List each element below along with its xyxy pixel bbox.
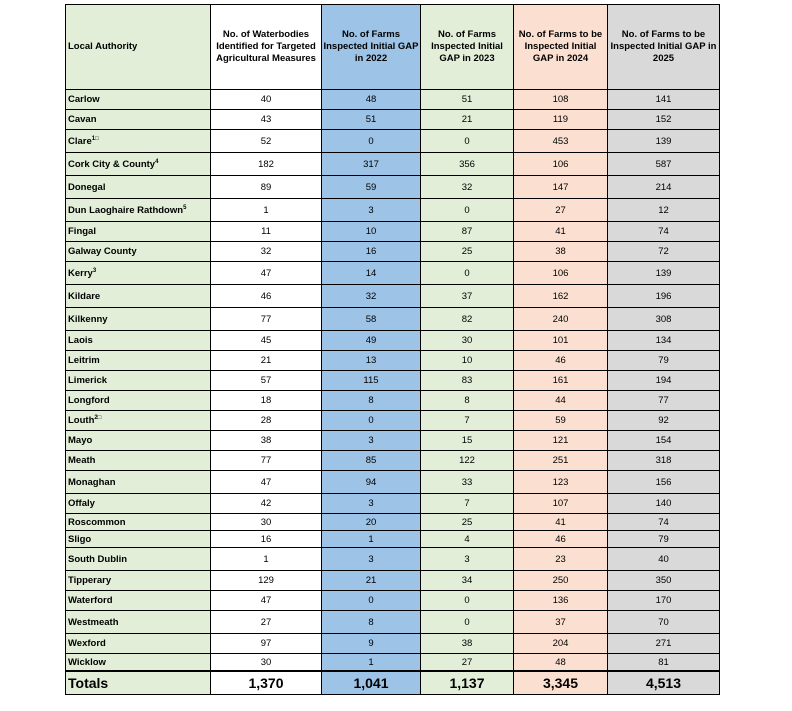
waterbodies-cell: 21 [211, 351, 322, 371]
authority-name: Meath [68, 455, 96, 466]
authority-name: Wexford [68, 638, 106, 649]
farms-2023-cell: 15 [421, 431, 514, 451]
inspection-table [65, 4, 720, 695]
authority-name: Galway County [68, 246, 137, 257]
farms-2024-cell: 106 [514, 262, 608, 285]
waterbodies-cell: 30 [211, 514, 322, 531]
inspection-table-container [65, 4, 719, 695]
farms-2022-cell: 49 [322, 331, 421, 351]
authority-cell [66, 611, 211, 634]
authority-cell [66, 571, 211, 591]
farms-2024-cell: 101 [514, 331, 608, 351]
authority-name: Louth [68, 415, 95, 426]
authority-name: Offaly [68, 498, 95, 509]
farms-2023-cell: 34 [421, 571, 514, 591]
table-row [66, 331, 720, 351]
farms-2023-cell: 32 [421, 176, 514, 199]
authority-name: Kerry [68, 267, 93, 279]
waterbodies-cell: 46 [211, 285, 322, 308]
farms-2023-cell: 27 [421, 654, 514, 672]
farms-2022-cell: 8 [322, 391, 421, 411]
authority-name: Laois [68, 335, 93, 346]
farms-2025-cell: 72 [608, 242, 720, 262]
authority-cell [66, 391, 211, 411]
farms-2024-cell: 136 [514, 591, 608, 611]
waterbodies-cell: 52 [211, 130, 322, 153]
farms-2022-cell: 13 [322, 351, 421, 371]
waterbodies-cell: 1 [211, 548, 322, 571]
authority-cell [66, 451, 211, 471]
farms-2023-cell: 21 [421, 110, 514, 130]
footnote-marker: 2□ [94, 414, 102, 421]
farms-2024-cell: 27 [514, 199, 608, 222]
table-row [66, 153, 720, 176]
authority-name: Dun Laoghaire Rathdown [68, 204, 184, 216]
farms-2023-cell: 3 [421, 548, 514, 571]
waterbodies-cell: 1 [211, 199, 322, 222]
waterbodies-cell: 11 [211, 222, 322, 242]
authority-cell [66, 308, 211, 331]
authority-name: Mayo [68, 435, 93, 446]
header-waterbodies: No. of Waterbodies Identified for Targeted Agricultural Measures [211, 5, 322, 90]
authority-cell [66, 153, 211, 176]
footnote-marker: 4 [155, 158, 159, 165]
farms-2022-cell: 59 [322, 176, 421, 199]
farms-2024-cell: 46 [514, 531, 608, 548]
farms-2023-cell: 122 [421, 451, 514, 471]
farms-2022-cell: 32 [322, 285, 421, 308]
farms-2022-cell: 58 [322, 308, 421, 331]
farms-2022-cell: 21 [322, 571, 421, 591]
authority-name: Sligo [68, 533, 92, 545]
authority-cell [66, 471, 211, 494]
table-row [66, 514, 720, 531]
table-row [66, 242, 720, 262]
waterbodies-cell: 89 [211, 176, 322, 199]
farms-2024-cell: 106 [514, 153, 608, 176]
authority-cell [66, 110, 211, 130]
farms-2022-cell: 85 [322, 451, 421, 471]
farms-2022-cell: 0 [322, 130, 421, 153]
table-row [66, 308, 720, 331]
authority-cell [66, 494, 211, 514]
farms-2023-cell: 38 [421, 634, 514, 654]
authority-name: Fingal [68, 226, 96, 237]
farms-2022-cell: 20 [322, 514, 421, 531]
farms-2023-cell: 0 [421, 611, 514, 634]
table-row [66, 90, 720, 110]
farms-2025-cell: 40 [608, 548, 720, 571]
table-row [66, 611, 720, 634]
authority-name: Westmeath [68, 616, 119, 628]
farms-2024-cell: 44 [514, 391, 608, 411]
farms-2022-cell: 94 [322, 471, 421, 494]
farms-2025-cell: 92 [608, 411, 720, 431]
waterbodies-cell: 18 [211, 391, 322, 411]
waterbodies-cell: 43 [211, 110, 322, 130]
farms-2025-cell: 156 [608, 471, 720, 494]
farms-2023-cell: 10 [421, 351, 514, 371]
footnote-marker: 3 [92, 267, 97, 274]
farms-2024-cell: 59 [514, 411, 608, 431]
authority-cell [66, 130, 211, 153]
header-farms-2023: No. of Farms Inspected Initial GAP in 2023 [421, 5, 514, 90]
authority-cell [66, 199, 211, 222]
authority-name: Carlow [68, 94, 100, 105]
authority-name: Cavan [68, 114, 97, 125]
authority-cell [66, 90, 211, 110]
farms-2024-cell: 123 [514, 471, 608, 494]
farms-2025-cell: 170 [608, 591, 720, 611]
table-row [66, 199, 720, 222]
authority-cell [66, 176, 211, 199]
authority-name: Kildare [68, 290, 101, 302]
farms-2024-cell: 240 [514, 308, 608, 331]
farms-2024-cell: 23 [514, 548, 608, 571]
waterbodies-cell: 38 [211, 431, 322, 451]
farms-2024-cell: 37 [514, 611, 608, 634]
farms-2025-cell: 587 [608, 153, 720, 176]
farms-2023-cell: 33 [421, 471, 514, 494]
farms-2024-cell: 250 [514, 571, 608, 591]
authority-name: Tipperary [68, 575, 112, 586]
authority-cell [66, 222, 211, 242]
table-row [66, 494, 720, 514]
table-row [66, 130, 720, 153]
farms-2023-cell: 0 [421, 130, 514, 153]
footnote-marker: 5 [183, 204, 187, 211]
farms-2023-cell: 7 [421, 411, 514, 431]
farms-2023-cell: 356 [421, 153, 514, 176]
authority-cell [66, 242, 211, 262]
farms-2023-cell: 25 [421, 514, 514, 531]
authority-cell [66, 371, 211, 391]
farms-2022-cell: 9 [322, 634, 421, 654]
authority-cell [66, 262, 211, 285]
farms-2022-cell: 3 [322, 199, 421, 222]
farms-2022-cell: 8 [322, 611, 421, 634]
farms-2023-cell: 8 [421, 391, 514, 411]
farms-2025-cell: 196 [608, 285, 720, 308]
farms-2022-cell: 317 [322, 153, 421, 176]
waterbodies-cell: 77 [211, 308, 322, 331]
farms-2022-cell: 48 [322, 90, 421, 110]
authority-cell [66, 514, 211, 531]
farms-2025-cell: 79 [608, 351, 720, 371]
header-local-authority: Local Authority [66, 5, 211, 90]
farms-2025-cell: 70 [608, 611, 720, 634]
footnote-marker: 1□ [91, 135, 99, 142]
farms-2023-cell: 87 [421, 222, 514, 242]
farms-2024-cell: 453 [514, 130, 608, 153]
authority-name: Wicklow [68, 656, 106, 668]
table-row [66, 654, 720, 672]
farms-2022-cell: 16 [322, 242, 421, 262]
waterbodies-cell: 30 [211, 654, 322, 672]
farms-2025-cell: 141 [608, 90, 720, 110]
farms-2024-cell: 46 [514, 351, 608, 371]
farms-2023-cell: 82 [421, 308, 514, 331]
authority-cell [66, 548, 211, 571]
waterbodies-cell: 28 [211, 411, 322, 431]
waterbodies-cell: 47 [211, 591, 322, 611]
totals-2024: 3,345 [514, 671, 608, 695]
farms-2025-cell: 81 [608, 654, 720, 672]
totals-2025: 4,513 [608, 671, 720, 695]
authority-cell [66, 634, 211, 654]
authority-cell [66, 431, 211, 451]
authority-cell [66, 411, 211, 431]
authority-cell [66, 591, 211, 611]
farms-2022-cell: 3 [322, 548, 421, 571]
farms-2023-cell: 51 [421, 90, 514, 110]
waterbodies-cell: 129 [211, 571, 322, 591]
waterbodies-cell: 45 [211, 331, 322, 351]
authority-name: Waterford [68, 595, 113, 606]
farms-2022-cell: 10 [322, 222, 421, 242]
waterbodies-cell: 16 [211, 531, 322, 548]
header-row [66, 5, 720, 90]
farms-2023-cell: 25 [421, 242, 514, 262]
farms-2024-cell: 41 [514, 222, 608, 242]
farms-2024-cell: 162 [514, 285, 608, 308]
farms-2023-cell: 7 [421, 494, 514, 514]
farms-2025-cell: 318 [608, 451, 720, 471]
table-row [66, 431, 720, 451]
farms-2024-cell: 107 [514, 494, 608, 514]
table-row [66, 411, 720, 431]
authority-name: Kilkenny [68, 313, 108, 325]
table-row [66, 262, 720, 285]
farms-2025-cell: 271 [608, 634, 720, 654]
farms-2023-cell: 83 [421, 371, 514, 391]
authority-cell [66, 285, 211, 308]
farms-2024-cell: 204 [514, 634, 608, 654]
farms-2025-cell: 139 [608, 130, 720, 153]
table-row [66, 110, 720, 130]
waterbodies-cell: 27 [211, 611, 322, 634]
farms-2024-cell: 147 [514, 176, 608, 199]
farms-2022-cell: 0 [322, 411, 421, 431]
authority-name: Longford [68, 395, 110, 406]
authority-name: Roscommon [68, 516, 126, 528]
farms-2022-cell: 3 [322, 431, 421, 451]
farms-2024-cell: 41 [514, 514, 608, 531]
farms-2025-cell: 350 [608, 571, 720, 591]
farms-2025-cell: 74 [608, 222, 720, 242]
farms-2022-cell: 1 [322, 654, 421, 672]
farms-2023-cell: 0 [421, 199, 514, 222]
table-row [66, 285, 720, 308]
farms-2024-cell: 38 [514, 242, 608, 262]
totals-waterbodies: 1,370 [211, 671, 322, 695]
farms-2024-cell: 121 [514, 431, 608, 451]
authority-cell [66, 531, 211, 548]
table-row [66, 176, 720, 199]
farms-2022-cell: 1 [322, 531, 421, 548]
waterbodies-cell: 182 [211, 153, 322, 176]
farms-2024-cell: 108 [514, 90, 608, 110]
farms-2023-cell: 30 [421, 331, 514, 351]
waterbodies-cell: 42 [211, 494, 322, 514]
farms-2025-cell: 12 [608, 199, 720, 222]
authority-name: Monaghan [68, 476, 116, 488]
farms-2022-cell: 14 [322, 262, 421, 285]
farms-2025-cell: 154 [608, 431, 720, 451]
authority-name: Clare [68, 135, 92, 147]
table-row [66, 391, 720, 411]
table-row [66, 571, 720, 591]
authority-name: Donegal [68, 181, 106, 193]
farms-2022-cell: 115 [322, 371, 421, 391]
farms-2024-cell: 161 [514, 371, 608, 391]
authority-name: Leitrim [68, 355, 100, 366]
header-farms-2025: No. of Farms to be Inspected Initial GAP in 2025 [608, 5, 720, 90]
farms-2024-cell: 251 [514, 451, 608, 471]
farms-2025-cell: 214 [608, 176, 720, 199]
farms-2025-cell: 79 [608, 531, 720, 548]
totals-2023: 1,137 [421, 671, 514, 695]
farms-2025-cell: 194 [608, 371, 720, 391]
totals-2022: 1,041 [322, 671, 421, 695]
farms-2023-cell: 0 [421, 591, 514, 611]
table-row [66, 548, 720, 571]
farms-2025-cell: 140 [608, 494, 720, 514]
header-farms-2024: No. of Farms to be Inspected Initial GAP in 2024 [514, 5, 608, 90]
farms-2023-cell: 37 [421, 285, 514, 308]
waterbodies-cell: 97 [211, 634, 322, 654]
authority-cell [66, 351, 211, 371]
table-row [66, 591, 720, 611]
totals-label: Totals [66, 671, 211, 695]
authority-name: Cork City & County [68, 158, 156, 170]
waterbodies-cell: 32 [211, 242, 322, 262]
farms-2023-cell: 4 [421, 531, 514, 548]
authority-cell [66, 331, 211, 351]
farms-2022-cell: 3 [322, 494, 421, 514]
farms-2024-cell: 48 [514, 654, 608, 672]
table-row [66, 222, 720, 242]
farms-2025-cell: 152 [608, 110, 720, 130]
waterbodies-cell: 57 [211, 371, 322, 391]
authority-name: Limerick [68, 375, 108, 386]
table-row [66, 531, 720, 548]
waterbodies-cell: 47 [211, 262, 322, 285]
farms-2025-cell: 74 [608, 514, 720, 531]
farms-2024-cell: 119 [514, 110, 608, 130]
farms-2022-cell: 0 [322, 591, 421, 611]
table-row [66, 451, 720, 471]
table-row [66, 471, 720, 494]
waterbodies-cell: 77 [211, 451, 322, 471]
farms-2023-cell: 0 [421, 262, 514, 285]
table-row [66, 351, 720, 371]
farms-2022-cell: 51 [322, 110, 421, 130]
table-row [66, 634, 720, 654]
header-farms-2022: No. of Farms Inspected Initial GAP in 2022 [322, 5, 421, 90]
totals-row [66, 671, 720, 695]
farms-2025-cell: 139 [608, 262, 720, 285]
farms-2025-cell: 308 [608, 308, 720, 331]
waterbodies-cell: 40 [211, 90, 322, 110]
table-row [66, 371, 720, 391]
waterbodies-cell: 47 [211, 471, 322, 494]
farms-2025-cell: 134 [608, 331, 720, 351]
authority-cell [66, 654, 211, 672]
authority-name: South Dublin [68, 553, 128, 565]
farms-2025-cell: 77 [608, 391, 720, 411]
